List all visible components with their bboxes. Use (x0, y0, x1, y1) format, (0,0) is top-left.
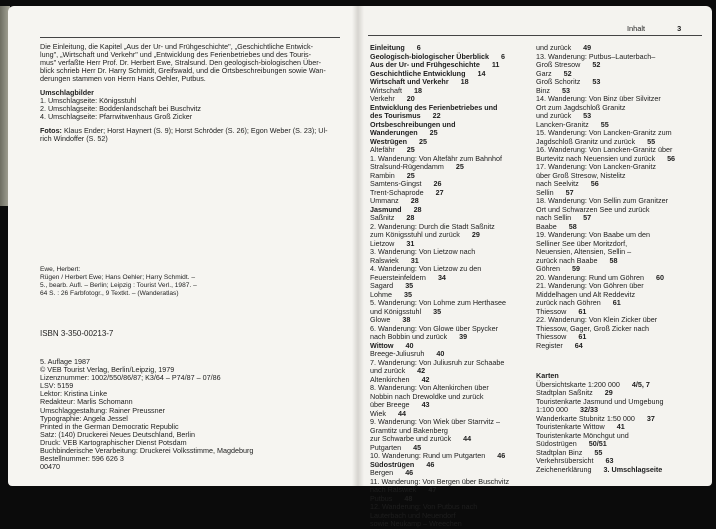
toc-entry-page: 59 (571, 264, 580, 273)
toc-entry-title: Groß Schoritz (536, 77, 581, 86)
toc-entry-title: Breege-Juliusruh (370, 349, 425, 358)
toc-entry-title: Ort und Schwarzen See und zurück (536, 204, 650, 214)
toc-entry-title: 16. Wanderung: Von Lancken-Granitz über (536, 145, 673, 154)
toc-entry-title: Südostrügen (536, 439, 577, 448)
toc-entry-title: 8. Wanderung: Von Altenkirchen über (370, 383, 489, 392)
toc-entry-title: und zurück (536, 111, 572, 120)
toc-entry-title: Nobbin nach Drewoldke und zurück (370, 391, 484, 401)
intro-line: mus" verfaßte Herr Prof. Dr. Herbert Ewe, Stralsund. Den geologisch-biologischen Über- (40, 58, 321, 68)
toc-entry-title: nach Bobbin und zurück (370, 332, 448, 341)
toc-entry (536, 466, 663, 475)
cover-image-item: 1. Umschlagseite: Königsstuhl (40, 96, 137, 106)
toc-entry-title: und zurück (370, 366, 406, 375)
toc-entry-title: Lohme (370, 289, 392, 299)
toc-entry-title: Saßnitz (370, 213, 395, 222)
toc-entry-title: 22. Wanderung: Von Klein Zicker über (536, 315, 658, 324)
toc-entry-page: 34 (437, 272, 446, 282)
intro-line: Die Einleitung, die Kapitel „Aus der Ur- und Frühgeschichte", „Geschichtliche Entwick- (40, 42, 314, 51)
toc-entry-page: 57 (565, 187, 574, 197)
toc-entry-page: 3. Umschlagseite (603, 464, 663, 474)
toc-entry-title: Südostrügen (370, 459, 415, 469)
toc-entry-page: 28 (410, 196, 419, 205)
toc-entry-title: Wittow (370, 340, 394, 350)
toc-entry-page: 29 (471, 230, 480, 239)
toc-entry (536, 61, 675, 70)
toc-entry-title: Neuensien, Altensien, Sellin – (536, 247, 632, 256)
toc-entry-title: Samtens-Gingst (370, 179, 422, 188)
toc-entry-page: 42 (417, 366, 426, 375)
toc-entry-title: 17. Wanderung: Von Lancken-Granitz (536, 162, 656, 171)
toc-entry-title: 6. Wanderung: Von Glowe über Spycker (370, 323, 498, 333)
page-number: 3 (677, 24, 682, 33)
toc-entry-title: 18. Wanderung: Von Sellin zum Granitzer (536, 196, 668, 205)
toc-entry-title: Touristenkarte Jasmund und Umgebung (536, 396, 664, 406)
toc-column-1 (370, 44, 509, 529)
isbn: ISBN 3-350-00213-7 (40, 329, 114, 338)
toc-entry-title: Garz (536, 68, 552, 78)
toc-entry-page: 6 (416, 43, 421, 52)
toc-entry-title: über Groß Stresow, Nistelitz (536, 170, 626, 180)
toc-entry-page: 57 (583, 213, 592, 222)
toc-entry-page: 25 (419, 136, 428, 146)
toc-entry-page: 55 (647, 136, 656, 146)
cover-images-list (40, 89, 201, 121)
toc-entry-page: 58 (568, 221, 577, 231)
toc-entry-title: Binz (536, 85, 550, 95)
toc-entry-title: Verkehr (370, 94, 395, 103)
intro-line: derungen stammen von Herrn Hans Oehler, Putbus. (40, 74, 206, 84)
running-head-title: Inhalt (627, 24, 646, 33)
toc-entry-page: 31 (410, 255, 419, 265)
toc-entry-page: 25 (406, 145, 415, 154)
toc-entry-page: 28 (406, 213, 415, 222)
toc-entry (370, 520, 509, 529)
photos-label: Fotos: (40, 126, 62, 135)
cover-images-heading: Umschlagbilder (40, 88, 94, 97)
toc-entry-title: Wanderungen (370, 128, 418, 137)
toc-entry-title: Thiessow, Gager, Groß Zicker nach (536, 323, 650, 333)
toc-entry-title: Glowe (370, 315, 391, 324)
imprint-line: Typographie: Angela Jessel (40, 413, 128, 423)
running-head (627, 24, 681, 33)
toc-entry-title: 2. Wanderung: Durch die Stadt Saßnitz (370, 221, 495, 231)
toc-entry (536, 342, 675, 351)
toc-entry-title: des Tourismus (370, 111, 421, 120)
toc-entry-page: 47 (428, 485, 437, 494)
toc-entry-title: Übersichtskarte 1:200 000 (536, 379, 620, 389)
toc-entry-title: Sagard (370, 281, 394, 290)
toc-entry-title: Gramtitz und Bakenberg (370, 425, 448, 435)
toc-entry-page: 29 (604, 388, 613, 397)
toc-entry-page: 43 (421, 400, 430, 409)
toc-entry-page: 44 (397, 408, 406, 418)
toc-entry-title: Altefähr (370, 145, 395, 154)
toc-entry (536, 78, 675, 87)
imprint-line: Buchbinderische Verarbeitung: Druckerei Volksstimme, Magdeburg (40, 446, 254, 456)
top-rule-right (368, 35, 702, 36)
toc-entry-page: 38 (402, 315, 411, 324)
toc-entry-page: 44 (463, 434, 472, 443)
toc-entry-title: Selliner See über Moritzdorf, (536, 238, 628, 248)
toc-entry-page: 42 (421, 374, 430, 384)
toc-entry-page: 48 (404, 493, 413, 503)
toc-entry-page: 6 (501, 51, 506, 61)
toc-entry-title: 21. Wanderung: Von Göhren über (536, 281, 644, 290)
toc-entry-page: 49 (583, 43, 592, 52)
toc-entry-page: 46 (426, 459, 435, 469)
toc-entry-title: Middelhagen und Alt Reddevitz (536, 289, 636, 299)
imprint (40, 358, 253, 471)
cip-line: 64 S. : 26 Farbfotogr., 9 Textkt. – (Wanderatlas) (40, 290, 179, 298)
toc-entry-title: Rambin (370, 170, 395, 180)
toc-entry-title: Verkehrsübersicht (536, 456, 594, 465)
toc-entry-title: zurück nach Göhren (536, 298, 601, 307)
cip-line: Ewe, Herbert: (40, 266, 81, 273)
toc-entry-page: 18 (413, 85, 422, 95)
toc-entry-title: sowie Neukamp – Wreechen (370, 519, 462, 528)
toc-entry-page: 25 (406, 170, 415, 180)
imprint-line: © VEB Tourist Verlag, Berlin/Leipzig, 1979 (40, 365, 175, 375)
imprint-line: Umschlaggestaltung: Rainer Preussner (40, 405, 166, 415)
toc-entry-page: 35 (403, 289, 412, 299)
cip-line: 5., bearb. Aufl. – Berlin; Leipzig : Tourist Verl., 1987. – (40, 282, 197, 290)
toc-entry-title: über Breege (370, 400, 410, 409)
toc-entry-title: 20. Wanderung: Rund um Göhren (536, 272, 645, 282)
toc-entry-title: Baabe (536, 221, 557, 231)
toc-entry-title: Wirtschaft und Verkehr (370, 77, 449, 86)
toc-entry-title: 14. Wanderung: Von Binz über Silvitzer (536, 94, 661, 103)
toc-entry-page: 55 (600, 119, 609, 129)
imprint-line: Printed in the German Democratic Republic (40, 421, 179, 431)
toc-entry (536, 180, 675, 189)
toc-entry-title: Einleitung (370, 43, 405, 52)
toc-entry-page: 14 (477, 68, 486, 78)
toc-entry-title: Touristenkarte Wittow (536, 422, 605, 431)
toc-entry-title: und Königsstuhl (370, 306, 422, 316)
toc-entry-title: Thiessow (536, 306, 567, 316)
toc-entry-page: 52 (592, 60, 601, 69)
toc-entry-page: 58 (609, 255, 618, 265)
toc-entry-page: 46 (497, 451, 506, 460)
maps-list (536, 372, 663, 474)
toc-entry-page: 52 (563, 68, 572, 78)
toc-entry-page: 60 (656, 272, 665, 282)
toc-entry-page: 31 (406, 238, 415, 248)
toc-entry (370, 308, 509, 317)
toc-entry-title: Stadtplan Binz (536, 447, 583, 457)
imprint-line: 5. Auflage 1987 (40, 357, 90, 366)
toc-entry-title: zum Königsstuhl und zurück (370, 230, 460, 239)
toc-entry-page: 53 (561, 85, 570, 95)
toc-entry-page: 53 (583, 111, 592, 120)
toc-entry-title: Zeichenerklärung (536, 464, 592, 474)
toc-entry-title: zurück nach Baabe (536, 255, 598, 265)
cip-line: Rügen / Herbert Ewe; Hans Oehler; Harry Schmidt. – (40, 274, 196, 282)
imprint-line: Druck: VEB Kartographischer Dienst Potsdam (40, 437, 187, 447)
toc-entry-title: 11. Wanderung: Von Bergen über Buschvitz (370, 476, 510, 486)
toc-entry-page: 40 (436, 349, 445, 358)
toc-entry-title: Touristenkarte Mönchgut und (536, 430, 629, 440)
imprint-line: Satz: (140) Druckerei Neues Deutschland, Berlin (40, 429, 196, 439)
toc-entry-title: Wiek (370, 408, 386, 418)
toc-entry-title: Ortsbeschreibungen und (370, 119, 456, 129)
toc-entry-page: 61 (578, 332, 587, 341)
toc-entry-title: Karten (536, 371, 559, 380)
toc-entry-page: 35 (405, 281, 414, 290)
toc-entry-title: Lancken-Granitz (536, 119, 589, 129)
toc-entry-page: 53 (592, 77, 601, 86)
cip-record (40, 266, 197, 298)
toc-entry-page: 61 (612, 298, 621, 307)
toc-entry-title: Ralswiek (370, 255, 399, 265)
toc-entry-page: 11 (491, 60, 500, 69)
toc-entry-title: Wirtschaft (370, 85, 402, 95)
toc-entry-page: 32/33 (579, 405, 598, 414)
toc-entry-title: Thiessow (536, 332, 567, 341)
toc-entry-title: Putbus (370, 493, 393, 503)
toc-entry-title: Bergen (370, 468, 394, 477)
toc-entry-page: 26 (433, 179, 442, 188)
toc-entry-page: 40 (405, 340, 414, 350)
toc-entry-title: Sellin (536, 187, 554, 197)
toc-entry-title: Ort zum Jagdschloß Granitz (536, 102, 626, 112)
toc-entry-title: Ummanz (370, 196, 399, 205)
imprint-line: Lizenznummer: 1002/550/86/87; K3/64 – P74/87 – 07/86 (40, 373, 221, 383)
toc-entry-page: 27 (435, 187, 444, 197)
toc-entry-title: nach Sellin (536, 213, 572, 222)
toc-entry-page: 55 (594, 447, 603, 457)
toc-entry-title: Jagdschloß Granitz und zurück (536, 136, 636, 146)
toc-entry-page: 35 (433, 306, 442, 316)
cover-image-item: 2. Umschlagseite: Boddenlandschaft bei Buschvitz (40, 104, 202, 114)
toc-entry-title: Aus der Ur- und Frühgeschichte (370, 60, 480, 69)
toc-entry-page: 61 (578, 306, 587, 316)
toc-entry-title: zur Schwarbe und zurück (370, 434, 452, 443)
toc-entry-title: 7. Wanderung: Von Juliusruh zur Schaabe (370, 357, 505, 367)
toc-entry-title: Stralsund-Rügendamm (370, 162, 444, 171)
toc-entry-title: 10. Wanderung: Rund um Putgarten (370, 451, 486, 460)
toc-entry-title: 1. Wanderung: Von Altefähr zum Bahnhof (370, 153, 502, 163)
toc-entry-title: Trent-Schaprode (370, 187, 424, 197)
toc-entry-page: 56 (667, 153, 676, 163)
toc-entry-title: 12. Wanderung: Von Putbus nach (370, 502, 478, 511)
toc-column-2 (536, 44, 675, 350)
photos-line: rich Windoffer (S. 52) (40, 134, 108, 144)
toc-entry-title: Register (536, 340, 563, 350)
imprint-line: Redakteur: Marlis Schomann (40, 397, 133, 407)
toc-entry-page: 63 (605, 456, 614, 465)
toc-entry (370, 401, 509, 410)
toc-entry-title: Jasmund (370, 204, 402, 214)
toc-entry-page: 37 (646, 413, 655, 423)
toc-entry-page: 41 (616, 422, 625, 431)
toc-entry-title: Altenkirchen (370, 374, 410, 384)
toc-entry-page: 25 (455, 162, 464, 171)
toc-entry-title: und zurück (536, 43, 572, 52)
imprint-line: LSV: 5159 (40, 381, 74, 391)
book-spine (352, 6, 364, 486)
toc-entry-title: 15. Wanderung: Von Lancken-Granitz zum (536, 128, 672, 137)
toc-entry-page: 4/5, 7 (631, 379, 650, 389)
toc-entry-page: 50/51 (588, 439, 607, 448)
intro-line: lung", „Wirtschaft und Verkehr" und „Entwicklung des Ferienbetriebes und des Touris- (40, 50, 312, 60)
toc-entry-title: Groß Stresow (536, 60, 581, 69)
toc-entry-page: 46 (405, 468, 414, 477)
toc-entry-page: 64 (574, 340, 583, 350)
toc-entry-title: Göhren (536, 264, 560, 273)
toc-entry-page: 20 (406, 94, 415, 103)
toc-entry-title: nach Ralswiek (370, 485, 417, 494)
toc-entry-title: Geschichtliche Entwicklung (370, 68, 466, 78)
toc-entry-page: 28 (413, 204, 422, 214)
toc-entry-title: Entwicklung des Ferienbetriebes und (370, 102, 498, 112)
toc-entry-title: Westrügen (370, 136, 408, 146)
toc-entry-title: 3. Wanderung: Von Lietzow nach (370, 247, 476, 256)
intro-line: blick schrieb Herr Dr. Harry Schmidt, Greifswald, und die Ortsbeschreibungen sowie Wan- (40, 66, 326, 76)
toc-entry-title: Lauterbach und Neuendorf (370, 510, 456, 520)
toc-entry-title: 9. Wanderung: Von Wiek über Starrvitz – (370, 417, 500, 426)
imprint-line: Lektor: Kristina Linke (40, 389, 108, 399)
toc-entry-page: 18 (460, 77, 469, 86)
authors-note (40, 43, 326, 83)
toc-entry-title: Wanderkarte Stubnitz 1:50 000 (536, 413, 635, 423)
top-rule-left (40, 37, 340, 38)
toc-entry-page: 25 (429, 128, 438, 137)
toc-entry-title: 4. Wanderung: Von Lietzow zu den (370, 264, 482, 273)
toc-entry-title: nach Seelvitz (536, 179, 579, 188)
toc-entry-title: 1:100 000 (536, 405, 568, 414)
toc-entry-title: Geologisch-biologischer Überblick (370, 51, 490, 61)
cover-image-item: 4. Umschlagseite: Pfarrwitwenhaus Groß Zicker (40, 112, 193, 122)
photo-credits (40, 127, 327, 143)
toc-entry-title: Lietzow (370, 238, 395, 248)
toc-entry-page: 56 (590, 179, 599, 188)
toc-entry-title: 19. Wanderung: Von Baabe um den (536, 230, 651, 239)
imprint-line: 00470 (40, 462, 60, 472)
toc-entry-title: Stadtplan Saßnitz (536, 388, 593, 397)
toc-entry-title: 13. Wanderung: Putbus–Lauterbach– (536, 51, 656, 61)
toc-entry-page: 22 (432, 111, 441, 120)
toc-entry-title: Feuersteinfeldern (370, 272, 426, 282)
imprint-line: Bestellnummer: 596 626 3 (40, 454, 124, 464)
toc-entry-title: 5. Wanderung: Von Lohme zum Herthasee (370, 298, 506, 307)
photos-line: Klaus Ender; Horst Haynert (S. 9); Horst Schröder (S. 26); Egon Weber (S. 23); Ul- (61, 126, 328, 135)
toc-entry-title: Burtevitz nach Neuensien und zurück (536, 153, 656, 163)
toc-entry-title: Putgarten (370, 442, 402, 452)
toc-entry-page: 45 (413, 442, 422, 452)
toc-entry-page: 39 (459, 332, 468, 341)
